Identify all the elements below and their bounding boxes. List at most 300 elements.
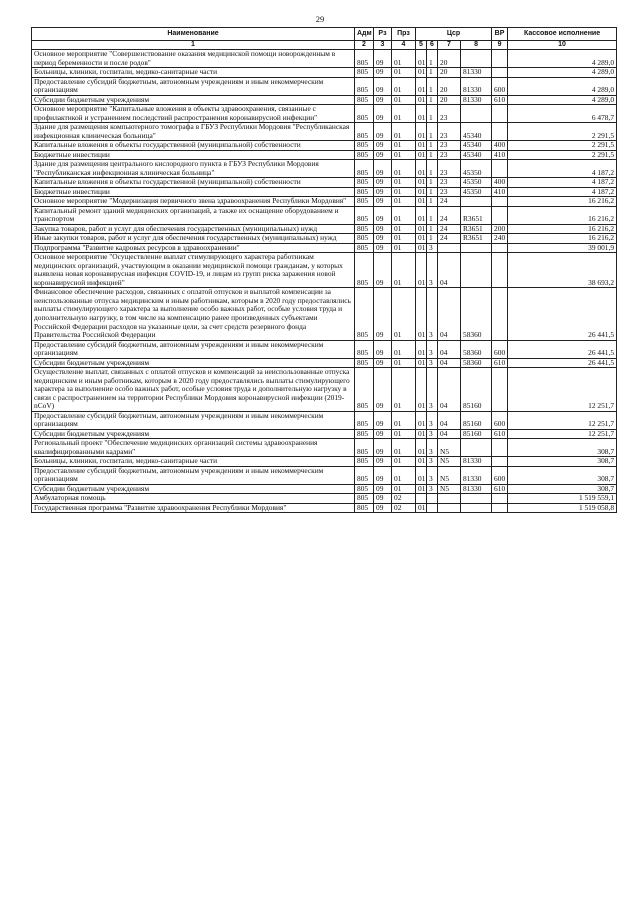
- row-cel-part2: 3: [427, 466, 438, 484]
- row-cel-part4: 81330: [461, 457, 492, 467]
- row-cel-part2: [427, 503, 438, 513]
- row-cel-part2: 1: [427, 77, 438, 95]
- row-vr: 400: [492, 141, 508, 151]
- row-cel-part4: 58360: [461, 358, 492, 368]
- row-prz: 01: [392, 340, 416, 358]
- table-row: [32, 224, 617, 234]
- row-cel-part1: 01: [416, 105, 427, 123]
- row-cel-part2: 1: [427, 68, 438, 78]
- row-adm: 805: [355, 141, 374, 151]
- row-cel-part1: 01: [416, 197, 427, 207]
- row-amount: 4 289,0: [508, 50, 617, 68]
- row-prz: 01: [392, 160, 416, 178]
- row-amount: 4 289,0: [508, 68, 617, 78]
- row-adm: 805: [355, 429, 374, 439]
- row-rz: 09: [374, 503, 392, 513]
- row-cel-part3: 24: [438, 224, 461, 234]
- row-cel-part4: [461, 503, 492, 513]
- row-rz: 09: [374, 178, 392, 188]
- row-name: Больницы, клиники, госпитали, медико-санитарные части: [32, 68, 355, 78]
- row-adm: 805: [355, 50, 374, 68]
- row-amount: 12 251,7: [508, 368, 617, 412]
- column-number: 10: [508, 41, 617, 50]
- row-amount: 39 001,9: [508, 243, 617, 253]
- row-cel-part1: 01: [416, 429, 427, 439]
- table-row: [32, 484, 617, 494]
- row-name: Финансовое обеспечение расходов, связанных с оплатой отпусков и выплатой компенсации за неиспользованные отпуска медицинским и иным работникам, которым в 2020 году предоставлялись выплаты стимулирующего характера за выполнение особо важных работ, особые условия труда и дополнительную нагрузку, в том числе на компенсацию ранее произведенных субъектами Российской Федерации расходов на указанные цели, за счет средств резервного фонда Правительства Российской Федерации: [32, 288, 355, 340]
- row-cel-part3: 20: [438, 95, 461, 105]
- row-adm: 805: [355, 439, 374, 457]
- column-number: 2: [355, 41, 374, 50]
- column-number: 6: [427, 41, 438, 50]
- row-amount: 308,7: [508, 457, 617, 467]
- row-cel-part3: 04: [438, 288, 461, 340]
- row-cel-part1: 01: [416, 95, 427, 105]
- row-cel-part2: 3: [427, 429, 438, 439]
- row-cel-part3: 23: [438, 178, 461, 188]
- row-cel-part2: 3: [427, 457, 438, 467]
- row-cel-part3: 04: [438, 340, 461, 358]
- row-adm: 805: [355, 494, 374, 504]
- row-amount: 2 291,5: [508, 141, 617, 151]
- table-row: [32, 95, 617, 105]
- row-prz: 01: [392, 368, 416, 412]
- row-amount: 2 291,5: [508, 123, 617, 141]
- row-amount: 308,7: [508, 439, 617, 457]
- row-name: Государственная программа "Развитие здравоохранения Республики Мордовия": [32, 503, 355, 513]
- table-row: [32, 243, 617, 253]
- row-adm: 805: [355, 253, 374, 288]
- row-cel-part4: [461, 439, 492, 457]
- row-adm: 805: [355, 234, 374, 244]
- row-cel-part3: N5: [438, 466, 461, 484]
- row-adm: 805: [355, 95, 374, 105]
- row-prz: 01: [392, 358, 416, 368]
- row-vr: 600: [492, 466, 508, 484]
- row-prz: 01: [392, 50, 416, 68]
- row-adm: 805: [355, 206, 374, 224]
- row-prz: 01: [392, 243, 416, 253]
- row-adm: 805: [355, 288, 374, 340]
- row-adm: 805: [355, 457, 374, 467]
- row-adm: 805: [355, 358, 374, 368]
- table-row: [32, 439, 617, 457]
- row-vr: 610: [492, 484, 508, 494]
- row-rz: 09: [374, 197, 392, 207]
- row-cel-part2: 1: [427, 234, 438, 244]
- row-cel-part3: 23: [438, 187, 461, 197]
- row-rz: 09: [374, 253, 392, 288]
- row-cel-part1: 01: [416, 243, 427, 253]
- row-vr: 240: [492, 234, 508, 244]
- row-cel-part4: 81330: [461, 68, 492, 78]
- row-vr: [492, 439, 508, 457]
- row-cel-part3: 04: [438, 358, 461, 368]
- row-cel-part1: 01: [416, 50, 427, 68]
- budget-table: [31, 27, 617, 513]
- row-cel-part3: 20: [438, 77, 461, 95]
- row-cel-part1: 01: [416, 411, 427, 429]
- row-cel-part3: 04: [438, 411, 461, 429]
- row-name: Закупка товаров, работ и услуг для обеспечения государственных (муниципальных) нужд: [32, 224, 355, 234]
- row-name: Осуществление выплат, связанных с оплатой отпусков и компенсаций за неиспользованные отпуска медицинским и иным работникам, которым в 2020 году предоставлялись выплаты стимулирующего характера за выполнение особо важных работ, особые условия труда и дополнительную нагрузку в связи с распространением на территории Республики Мордовия коронавирусной инфекции (2019-nCoV): [32, 368, 355, 412]
- row-cel-part3: 04: [438, 368, 461, 412]
- row-cel-part2: 1: [427, 141, 438, 151]
- row-cel-part1: 01: [416, 224, 427, 234]
- row-amount: 6 478,7: [508, 105, 617, 123]
- row-cel-part1: 01: [416, 68, 427, 78]
- row-prz: 02: [392, 494, 416, 504]
- row-amount: 16 216,2: [508, 234, 617, 244]
- row-rz: 09: [374, 411, 392, 429]
- row-amount: 1 519 058,8: [508, 503, 617, 513]
- row-cel-part4: [461, 197, 492, 207]
- row-adm: 805: [355, 340, 374, 358]
- row-prz: 01: [392, 141, 416, 151]
- row-vr: 200: [492, 224, 508, 234]
- row-cel-part4: 58360: [461, 288, 492, 340]
- row-cel-part2: 1: [427, 187, 438, 197]
- table-row: [32, 105, 617, 123]
- row-vr: [492, 206, 508, 224]
- row-cel-part1: 01: [416, 160, 427, 178]
- table-row: [32, 503, 617, 513]
- row-amount: 16 216,2: [508, 224, 617, 234]
- table-row: [32, 340, 617, 358]
- row-name: Субсидии бюджетным учреждениям: [32, 95, 355, 105]
- row-cel-part4: 45350: [461, 160, 492, 178]
- row-name: Здание для размещения компьютерного томографа в ГБУЗ Республики Мордовия "Республиканская инфекционная клиническая больница": [32, 123, 355, 141]
- row-prz: 01: [392, 466, 416, 484]
- row-cel-part1: 01: [416, 253, 427, 288]
- table-row: [32, 178, 617, 188]
- row-amount: 4 187,2: [508, 178, 617, 188]
- table-row: [32, 141, 617, 151]
- row-name: Основное мероприятие "Капитальные вложения в объекты здравоохранения, связанные с профилактикой и устранением последствий распространения коронавирусной инфекции": [32, 105, 355, 123]
- row-adm: 805: [355, 150, 374, 160]
- row-cel-part1: 01: [416, 503, 427, 513]
- row-vr: [492, 105, 508, 123]
- row-vr: [492, 368, 508, 412]
- row-vr: [492, 50, 508, 68]
- row-rz: 09: [374, 123, 392, 141]
- row-cel-part3: [438, 243, 461, 253]
- row-prz: 01: [392, 439, 416, 457]
- page-number: 29: [315, 14, 325, 24]
- row-adm: 805: [355, 77, 374, 95]
- row-name: Основное мероприятие "Модернизация первичного звена здравоохранения Республики Мордовия": [32, 197, 355, 207]
- row-cel-part3: N5: [438, 484, 461, 494]
- row-cel-part4: 85160: [461, 411, 492, 429]
- row-vr: [492, 160, 508, 178]
- row-amount: 4 289,0: [508, 77, 617, 95]
- table-body: [32, 50, 617, 513]
- row-prz: 01: [392, 95, 416, 105]
- row-cel-part1: 01: [416, 288, 427, 340]
- row-name: Предоставление субсидий бюджетным, автономным учреждениям и иным некоммерческим организациям: [32, 340, 355, 358]
- column-number: 9: [492, 41, 508, 50]
- row-cel-part2: 3: [427, 484, 438, 494]
- row-adm: 805: [355, 178, 374, 188]
- table-row: [32, 368, 617, 412]
- row-rz: 09: [374, 77, 392, 95]
- row-cel-part1: 01: [416, 77, 427, 95]
- row-prz: 02: [392, 503, 416, 513]
- table-row: [32, 123, 617, 141]
- header-cel: Цср: [416, 28, 492, 41]
- row-cel-part4: [461, 243, 492, 253]
- table-row: [32, 429, 617, 439]
- header-prz: Прз: [392, 28, 416, 41]
- row-name: Основное мероприятие "Совершенствование оказания медицинской помощи новорожденным в период беременности и после родов": [32, 50, 355, 68]
- row-cel-part3: 23: [438, 160, 461, 178]
- row-cel-part3: 23: [438, 123, 461, 141]
- row-adm: 805: [355, 368, 374, 412]
- row-prz: 01: [392, 484, 416, 494]
- row-rz: 09: [374, 187, 392, 197]
- row-cel-part1: 01: [416, 150, 427, 160]
- row-cel-part4: 85160: [461, 429, 492, 439]
- row-rz: 09: [374, 95, 392, 105]
- row-cel-part4: 45340: [461, 123, 492, 141]
- row-name: Здание для размещения центрального кислородного пункта в ГБУЗ Республики Мордовия "Республиканская инфекционная клиническая больница": [32, 160, 355, 178]
- row-prz: 01: [392, 68, 416, 78]
- row-name: Субсидии бюджетным учреждениям: [32, 429, 355, 439]
- row-prz: 01: [392, 123, 416, 141]
- row-cel-part3: N5: [438, 439, 461, 457]
- table-row: [32, 206, 617, 224]
- row-rz: 09: [374, 105, 392, 123]
- row-cel-part2: 3: [427, 340, 438, 358]
- row-cel-part3: 04: [438, 253, 461, 288]
- table-row: [32, 160, 617, 178]
- row-cel-part4: 58360: [461, 340, 492, 358]
- row-vr: [492, 494, 508, 504]
- row-cel-part2: 1: [427, 178, 438, 188]
- row-amount: 2 291,5: [508, 150, 617, 160]
- table-row: [32, 288, 617, 340]
- row-name: Подпрограмма "Развитие кадровых ресурсов в здравоохранении": [32, 243, 355, 253]
- row-cel-part2: 1: [427, 95, 438, 105]
- row-adm: 805: [355, 187, 374, 197]
- row-vr: 600: [492, 340, 508, 358]
- row-name: Бюджетные инвестиции: [32, 187, 355, 197]
- table-header-row: [32, 28, 617, 41]
- row-rz: 09: [374, 494, 392, 504]
- row-cel-part3: N5: [438, 457, 461, 467]
- row-rz: 09: [374, 160, 392, 178]
- table-row: [32, 358, 617, 368]
- row-adm: 805: [355, 160, 374, 178]
- row-name: Амбулаторная помощь: [32, 494, 355, 504]
- row-adm: 805: [355, 224, 374, 234]
- table-row: [32, 466, 617, 484]
- row-name: Региональный проект "Обеспечение медицинских организаций системы здравоохранения квалифицированными кадрами": [32, 439, 355, 457]
- row-cel-part1: 01: [416, 141, 427, 151]
- row-adm: 805: [355, 197, 374, 207]
- column-number: 3: [374, 41, 392, 50]
- row-cel-part1: 01: [416, 358, 427, 368]
- row-amount: 16 216,2: [508, 206, 617, 224]
- row-rz: 09: [374, 439, 392, 457]
- row-cel-part2: 1: [427, 197, 438, 207]
- row-name: Предоставление субсидий бюджетным, автономным учреждениям и иным некоммерческим организациям: [32, 466, 355, 484]
- row-cel-part4: [461, 105, 492, 123]
- column-number: 5: [416, 41, 427, 50]
- row-prz: 01: [392, 253, 416, 288]
- row-cel-part4: R3651: [461, 234, 492, 244]
- table-row: [32, 253, 617, 288]
- row-name: Предоставление субсидий бюджетным, автономным учреждениям и иным некоммерческим организациям: [32, 77, 355, 95]
- row-cel-part1: 01: [416, 368, 427, 412]
- row-vr: [492, 503, 508, 513]
- row-name: Иные закупки товаров, работ и услуг для обеспечения государственных (муниципальных) нужд: [32, 234, 355, 244]
- row-vr: 600: [492, 411, 508, 429]
- row-amount: 26 441,5: [508, 340, 617, 358]
- row-cel-part2: 1: [427, 160, 438, 178]
- table-row: [32, 150, 617, 160]
- row-prz: 01: [392, 457, 416, 467]
- table-row: [32, 457, 617, 467]
- row-cel-part2: 3: [427, 243, 438, 253]
- row-amount: 4 187,2: [508, 187, 617, 197]
- table-row: [32, 234, 617, 244]
- row-cel-part1: 01: [416, 484, 427, 494]
- row-amount: 26 441,5: [508, 288, 617, 340]
- row-adm: 805: [355, 503, 374, 513]
- row-vr: [492, 288, 508, 340]
- row-cel-part2: 3: [427, 288, 438, 340]
- row-rz: 09: [374, 358, 392, 368]
- row-cel-part4: 81330: [461, 95, 492, 105]
- row-cel-part3: 24: [438, 234, 461, 244]
- row-cel-part1: 01: [416, 466, 427, 484]
- row-name: Больницы, клиники, госпитали, медико-санитарные части: [32, 457, 355, 467]
- table-row: [32, 197, 617, 207]
- row-adm: 805: [355, 484, 374, 494]
- row-name: Субсидии бюджетным учреждениям: [32, 358, 355, 368]
- row-amount: 16 216,2: [508, 197, 617, 207]
- row-cel-part2: [427, 494, 438, 504]
- row-vr: [492, 68, 508, 78]
- row-cel-part2: 3: [427, 439, 438, 457]
- row-cel-part3: 04: [438, 429, 461, 439]
- row-prz: 01: [392, 224, 416, 234]
- row-vr: 410: [492, 187, 508, 197]
- row-vr: 610: [492, 95, 508, 105]
- row-cel-part1: 01: [416, 206, 427, 224]
- row-cel-part1: 01: [416, 340, 427, 358]
- row-vr: 610: [492, 429, 508, 439]
- row-name: Субсидии бюджетным учреждениям: [32, 484, 355, 494]
- row-cel-part3: 24: [438, 206, 461, 224]
- row-vr: [492, 457, 508, 467]
- row-cel-part3: 23: [438, 150, 461, 160]
- row-prz: 01: [392, 77, 416, 95]
- row-name: Основное мероприятие "Осуществление выплат стимулирующего характера работникам медицинских организаций, участвующим в оказании медицинской помощи гражданам, у которых выявлена новая коронавирусная инфекция COVID-19, и лицам из групп риска заражения новой коронавирусной инфекцией": [32, 253, 355, 288]
- row-adm: 805: [355, 411, 374, 429]
- row-cel-part2: 3: [427, 253, 438, 288]
- row-cel-part4: 45350: [461, 178, 492, 188]
- row-prz: 01: [392, 178, 416, 188]
- row-rz: 09: [374, 457, 392, 467]
- row-adm: 805: [355, 123, 374, 141]
- row-amount: 4 289,0: [508, 95, 617, 105]
- row-rz: 09: [374, 429, 392, 439]
- header-amount: Кассовое исполнение: [508, 28, 617, 41]
- row-cel-part2: 1: [427, 105, 438, 123]
- row-amount: 26 441,5: [508, 358, 617, 368]
- table-row: [32, 68, 617, 78]
- row-cel-part1: [416, 494, 427, 504]
- column-number: 4: [392, 41, 416, 50]
- row-cel-part4: [461, 253, 492, 288]
- row-name: Капитальный ремонт зданий медицинских организаций, а также их оснащение оборудованием и транспортом: [32, 206, 355, 224]
- row-vr: [492, 253, 508, 288]
- row-prz: 01: [392, 206, 416, 224]
- row-cel-part4: 85160: [461, 368, 492, 412]
- row-cel-part4: R3651: [461, 224, 492, 234]
- row-rz: 09: [374, 206, 392, 224]
- row-rz: 09: [374, 150, 392, 160]
- row-cel-part2: 1: [427, 206, 438, 224]
- row-cel-part2: 1: [427, 123, 438, 141]
- row-name: Предоставление субсидий бюджетным, автономным учреждениям и иным некоммерческим организациям: [32, 411, 355, 429]
- row-rz: 09: [374, 141, 392, 151]
- row-cel-part4: [461, 494, 492, 504]
- table-row: [32, 50, 617, 68]
- row-cel-part2: 1: [427, 50, 438, 68]
- row-amount: 308,7: [508, 484, 617, 494]
- row-prz: 01: [392, 187, 416, 197]
- row-cel-part2: 3: [427, 358, 438, 368]
- column-number: 1: [32, 41, 355, 50]
- row-cel-part2: 3: [427, 411, 438, 429]
- row-cel-part3: 23: [438, 105, 461, 123]
- row-cel-part4: 81330: [461, 484, 492, 494]
- row-cel-part4: [461, 50, 492, 68]
- table-row: [32, 494, 617, 504]
- row-vr: [492, 123, 508, 141]
- header-rz: Рз: [374, 28, 392, 41]
- row-rz: 09: [374, 224, 392, 234]
- row-rz: 09: [374, 484, 392, 494]
- header-vr: ВР: [492, 28, 508, 41]
- row-prz: 01: [392, 234, 416, 244]
- table-row: [32, 187, 617, 197]
- row-rz: 09: [374, 340, 392, 358]
- row-cel-part3: 20: [438, 50, 461, 68]
- row-prz: 01: [392, 105, 416, 123]
- row-name: Капитальные вложения в объекты государственной (муниципальной) собственности: [32, 141, 355, 151]
- row-amount: 1 519 559,1: [508, 494, 617, 504]
- row-cel-part1: 01: [416, 178, 427, 188]
- row-vr: [492, 197, 508, 207]
- row-prz: 01: [392, 197, 416, 207]
- row-cel-part1: 01: [416, 123, 427, 141]
- row-amount: 38 693,2: [508, 253, 617, 288]
- row-cel-part2: 1: [427, 224, 438, 234]
- row-cel-part1: 01: [416, 439, 427, 457]
- row-vr: 600: [492, 77, 508, 95]
- row-prz: 01: [392, 150, 416, 160]
- table-row: [32, 411, 617, 429]
- row-cel-part1: 01: [416, 187, 427, 197]
- row-vr: 410: [492, 150, 508, 160]
- row-cel-part4: 45340: [461, 150, 492, 160]
- row-amount: 12 251,7: [508, 429, 617, 439]
- row-name: Бюджетные инвестиции: [32, 150, 355, 160]
